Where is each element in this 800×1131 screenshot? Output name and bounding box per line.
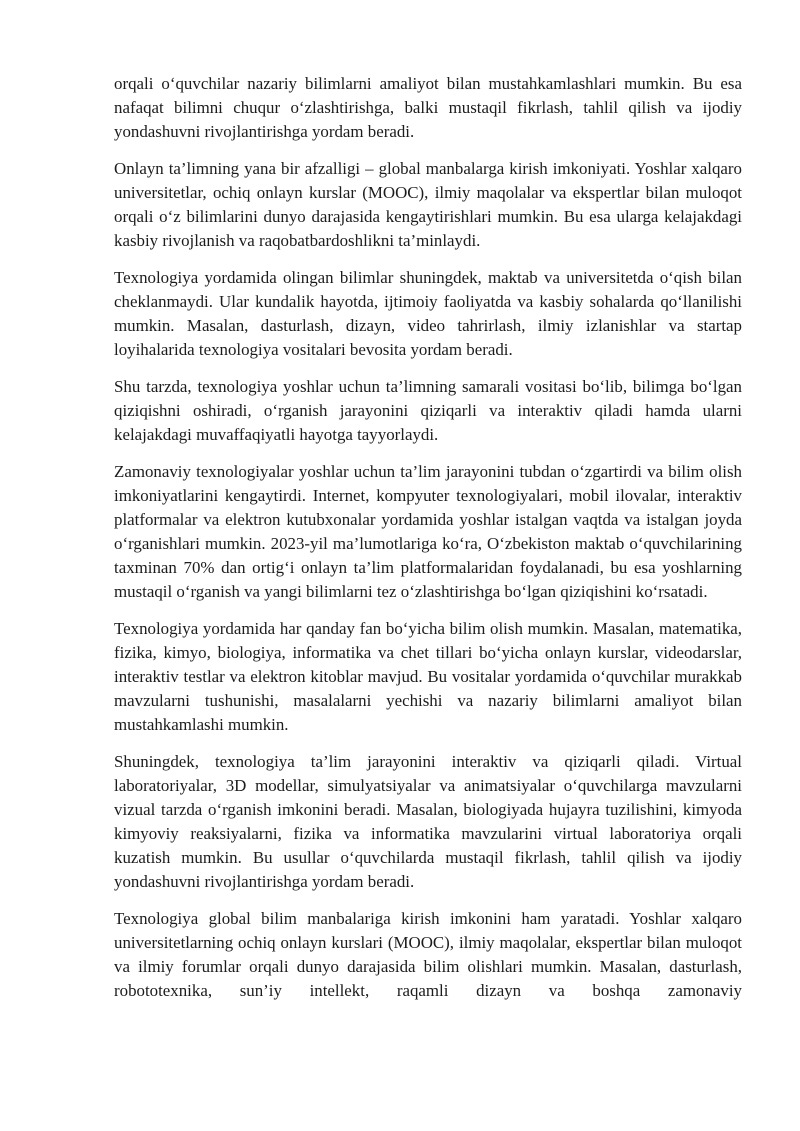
paragraph-4: Shu tarzda, texnologiya yoshlar uchun ta’limning samarali vositasi bo‘lib, bilimga bo‘lgan qiziqishni oshiradi, o‘rganish jarayonini qiziqarli va interaktiv qiladi hamda ularni kelajakdagi muvaffaqiyatli hayotga tayyorlaydi. <box>114 377 742 444</box>
paragraph-3: Texnologiya yordamida olingan bilimlar shuningdek, maktab va universitetda o‘qish bilan cheklanmaydi. Ular kundalik hayotda, ijtimoiy faoliyatda va kasbiy sohalarda qo‘llanilishi mumkin. Masalan, dasturlash, dizayn, video tahrirlash, ilmiy izlanishlar va startap loyihalarida texnologiya vositalari bevosita yordam beradi. <box>114 268 742 359</box>
paragraph-8: Texnologiya global bilim manbalariga kirish imkonini ham yaratadi. Yoshlar xalqaro universitetlarning ochiq onlayn kurslari (MOOC), ilmiy maqolalar, ekspertlar bilan muloqot va ilmiy forumlar orqali dunyo darajasida bilim olishlari mumkin. Masalan, dasturlash, robototexnika, sun’iy intellekt, raqamli dizayn va boshqa zamonaviy <box>114 909 742 1000</box>
paragraph-2: Onlayn ta’limning yana bir afzalligi – global manbalarga kirish imkoniyati. Yoshlar xalqaro universitetlar, ochiq onlayn kurslar (MOOC), ilmiy maqolalar va ekspertlar bilan muloqot orqali o‘z bilimlarini dunyo darajasida kengaytirishlari mumkin. Bu esa ularga kelajakdagi kasbiy rivojlanish va raqobatbardoshlikni ta’minlaydi. <box>114 159 742 250</box>
paragraph-5: Zamonaviy texnologiyalar yoshlar uchun ta’lim jarayonini tubdan o‘zgartirdi va bilim olish imkoniyatlarini kengaytirdi. Internet, kompyuter texnologiyalari, mobil ilovalar, interaktiv platformalar va elektron kutubxonalar yordamida yoshlar istalgan vaqtda va istalgan joyda o‘rganishlari mumkin. 2023-yil ma’lumotlariga ko‘ra, O‘zbekiston maktab o‘quvchilarining taxminan 70% dan ortig‘i onlayn ta’lim platformalaridan foydalanadi, bu esa yoshlarning mustaqil o‘rganish va yangi bilimlarni tez o‘zlashtirishga bo‘lgan qiziqishini ko‘rsatadi. <box>114 462 742 601</box>
paragraph-1: orqali o‘quvchilar nazariy bilimlarni amaliyot bilan mustahkamlashlari mumkin. Bu esa nafaqat bilimni chuqur o‘zlashtirishga, balki mustaqil fikrlash, tahlil qilish va ijodiy yondashuvni rivojlantirishga yordam beradi. <box>114 74 742 141</box>
paragraph-6: Texnologiya yordamida har qanday fan bo‘yicha bilim olish mumkin. Masalan, matematika, fizika, kimyo, biologiya, informatika va chet tillari bo‘yicha onlayn kurslar, videodarslar, interaktiv testlar va elektron kitoblar mavjud. Bu vositalar yordamida o‘quvchilar murakkab mavzularni tushunishi, masalalarni yechishi va nazariy bilimlarni amaliyot bilan mustahkamlashi mumkin. <box>114 619 742 734</box>
document-page <box>114 72 742 1016</box>
paragraph-7: Shuningdek, texnologiya ta’lim jarayonini interaktiv va qiziqarli qiladi. Virtual laboratoriyalar, 3D modellar, simulyatsiyalar va animatsiyalar o‘quvchilarga mavzularni vizual tarzda o‘rganish imkonini beradi. Masalan, biologiyada hujayra tuzilishini, kimyoda kimyoviy reaksiyalarni, fizika va informatika mavzularini virtual laboratoriya orqali kuzatish mumkin. Bu usullar o‘quvchilarda mustaqil fikrlash, tahlil qilish va ijodiy yondashuvni rivojlantirishga yordam beradi. <box>114 752 742 891</box>
